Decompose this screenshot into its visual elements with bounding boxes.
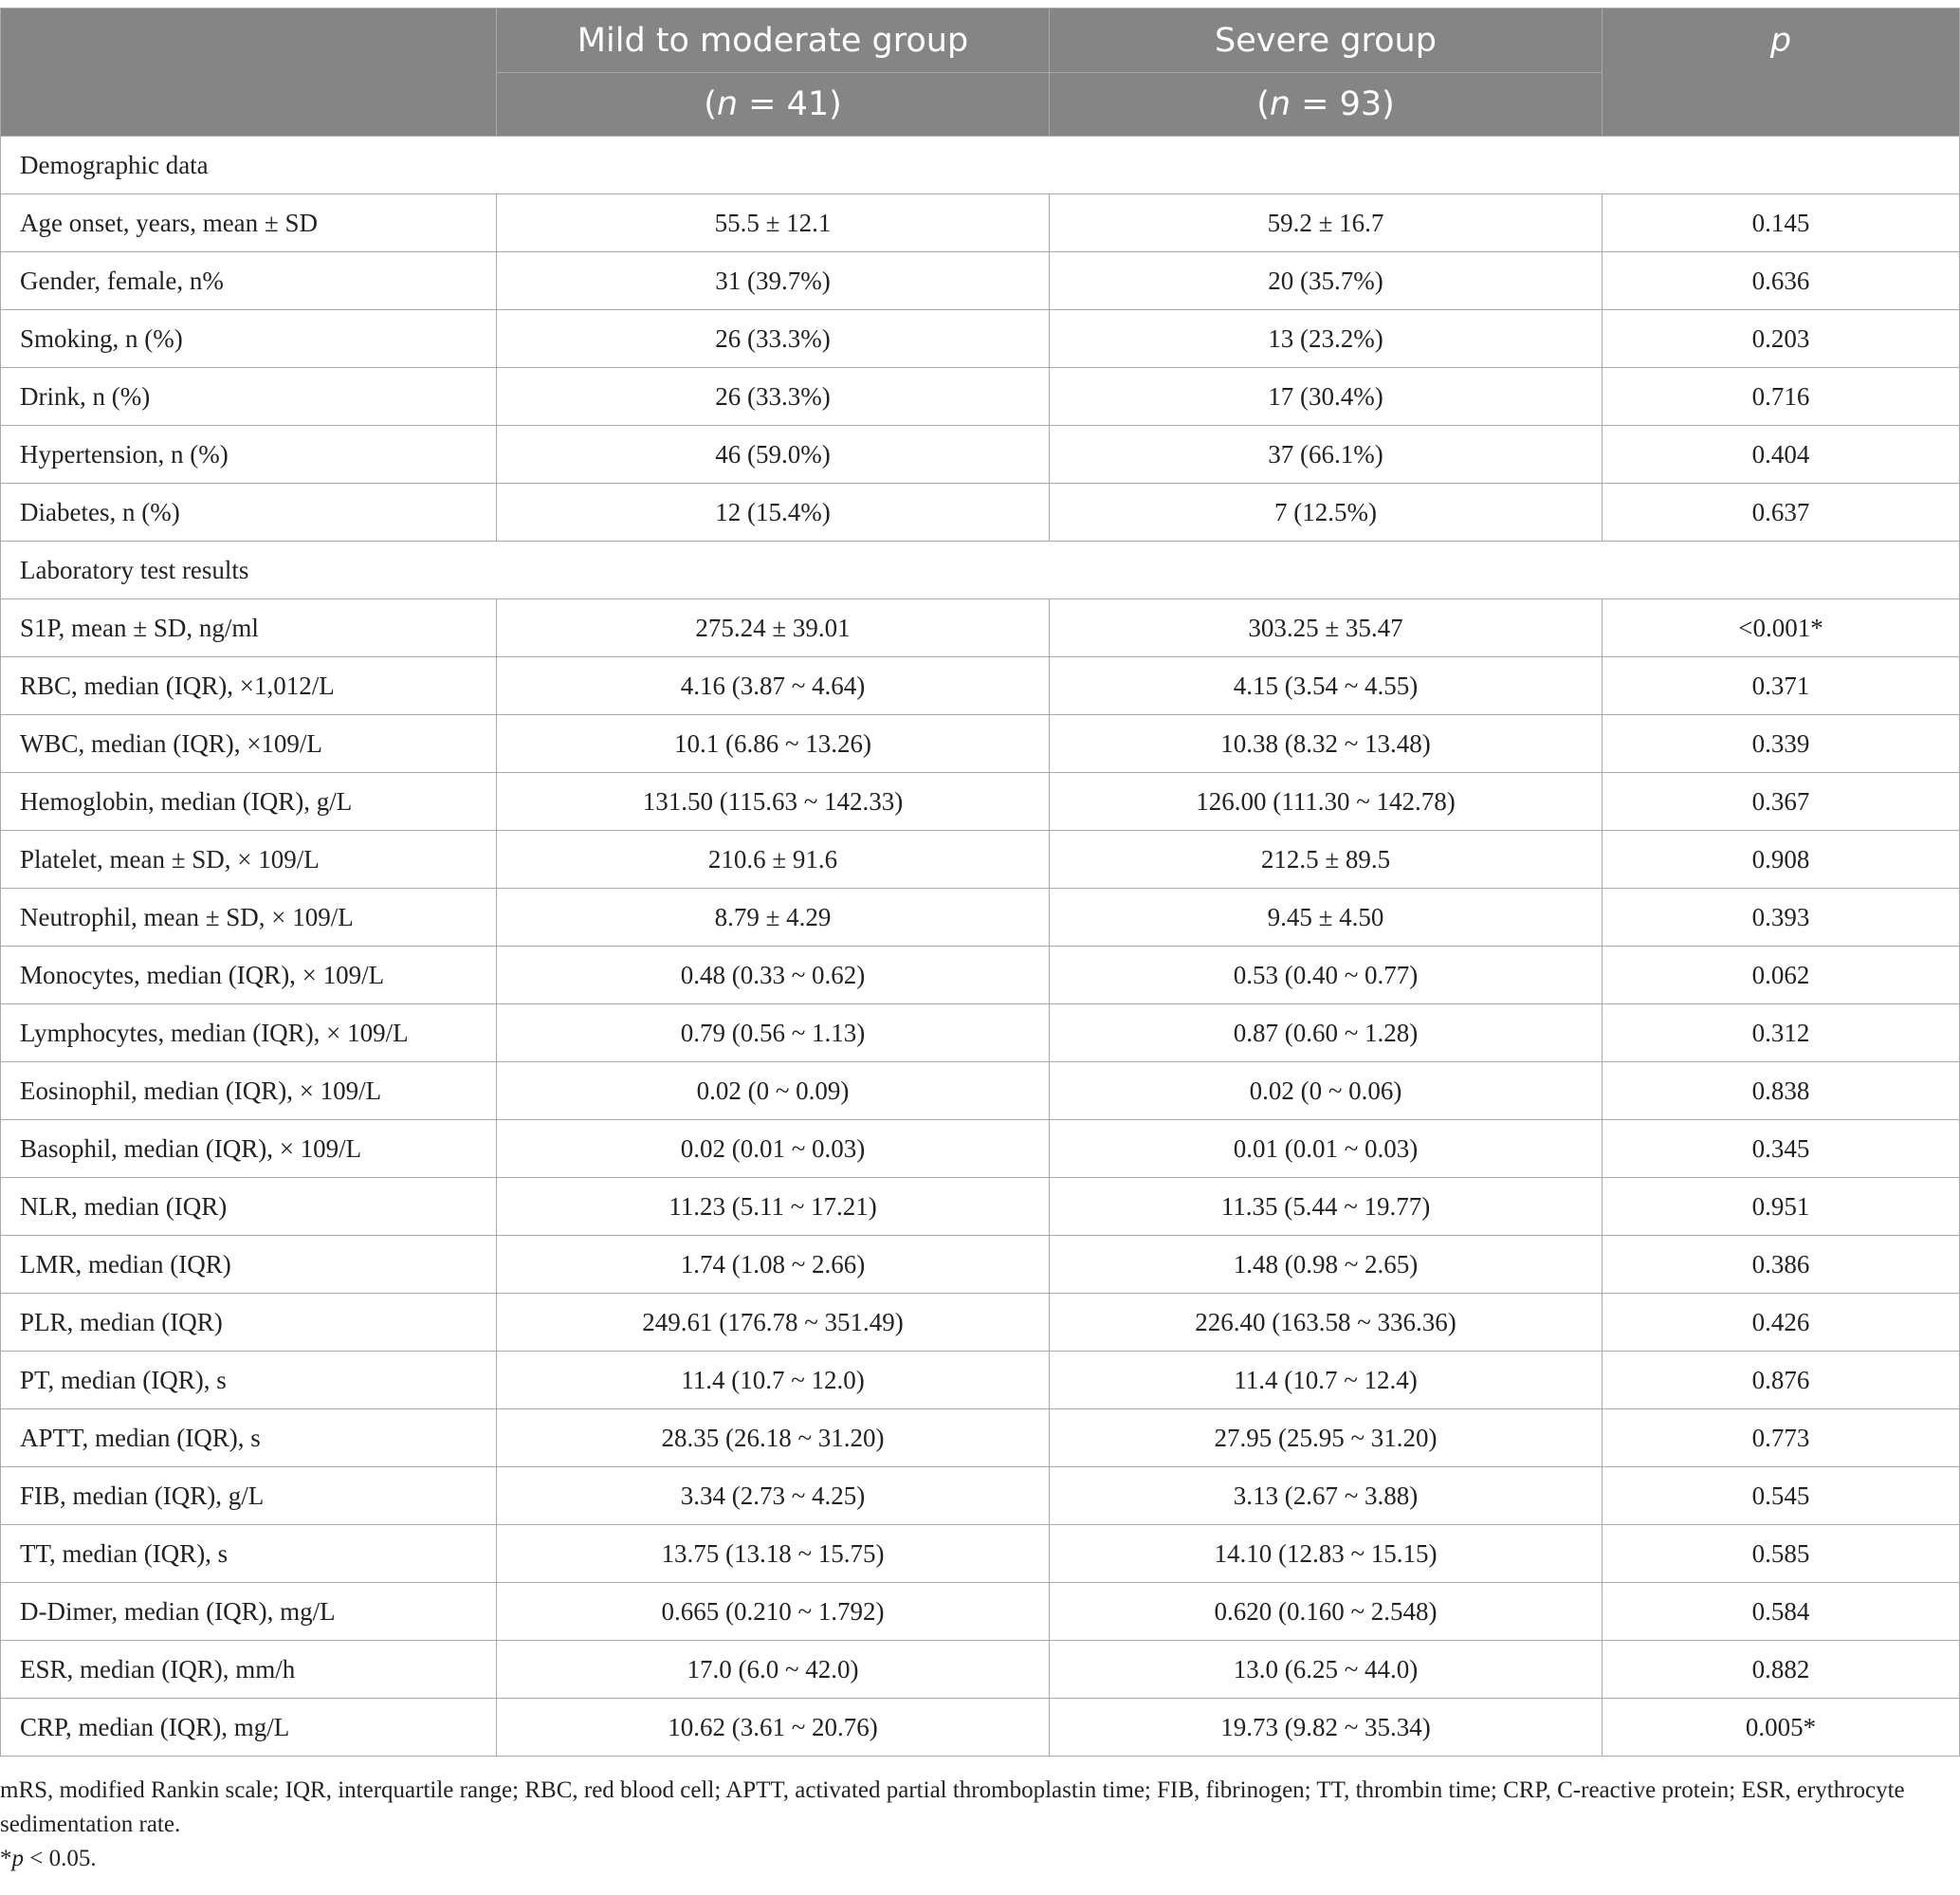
table-row bbox=[1, 773, 1960, 831]
row-label: TT, median (IQR), s bbox=[1, 1525, 497, 1583]
severe-value: 226.40 (163.58 ~ 336.36) bbox=[1050, 1294, 1603, 1352]
table-row bbox=[1, 715, 1960, 773]
mild-value: 0.02 (0.01 ~ 0.03) bbox=[497, 1120, 1050, 1178]
mild-value: 0.79 (0.56 ~ 1.13) bbox=[497, 1004, 1050, 1062]
p-value: <0.001* bbox=[1603, 599, 1960, 657]
severe-value: 0.01 (0.01 ~ 0.03) bbox=[1050, 1120, 1603, 1178]
mild-value: 28.35 (26.18 ~ 31.20) bbox=[497, 1409, 1050, 1467]
table-row bbox=[1, 484, 1960, 542]
severe-value: 0.02 (0 ~ 0.06) bbox=[1050, 1062, 1603, 1120]
table-row bbox=[1, 599, 1960, 657]
table-row bbox=[1, 368, 1960, 426]
p-value: 0.371 bbox=[1603, 657, 1960, 715]
row-label: ESR, median (IQR), mm/h bbox=[1, 1641, 497, 1699]
comparison-table bbox=[0, 8, 1960, 1757]
p-value: 0.404 bbox=[1603, 426, 1960, 484]
p-value: 0.716 bbox=[1603, 368, 1960, 426]
p-value: 0.882 bbox=[1603, 1641, 1960, 1699]
p-value: 0.951 bbox=[1603, 1178, 1960, 1236]
mild-value: 4.16 (3.87 ~ 4.64) bbox=[497, 657, 1050, 715]
table-row bbox=[1, 831, 1960, 889]
mild-value: 11.23 (5.11 ~ 17.21) bbox=[497, 1178, 1050, 1236]
row-label: Neutrophil, mean ± SD, × 109/L bbox=[1, 889, 497, 947]
row-label: D-Dimer, median (IQR), mg/L bbox=[1, 1583, 497, 1641]
p-value: 0.312 bbox=[1603, 1004, 1960, 1062]
mild-value: 26 (33.3%) bbox=[497, 310, 1050, 368]
severe-value: 13 (23.2%) bbox=[1050, 310, 1603, 368]
severe-value: 303.25 ± 35.47 bbox=[1050, 599, 1603, 657]
table-row bbox=[1, 1004, 1960, 1062]
n-severe-prefix: ( bbox=[1256, 85, 1270, 123]
severe-value: 37 (66.1%) bbox=[1050, 426, 1603, 484]
footnote-threshold: < 0.05. bbox=[24, 1846, 97, 1871]
p-value: 0.145 bbox=[1603, 194, 1960, 252]
mild-value: 249.61 (176.78 ~ 351.49) bbox=[497, 1294, 1050, 1352]
p-value: 0.339 bbox=[1603, 715, 1960, 773]
table-row bbox=[1, 1641, 1960, 1699]
mild-value: 0.665 (0.210 ~ 1.792) bbox=[497, 1583, 1050, 1641]
table-header bbox=[1, 9, 1960, 137]
row-label: Eosinophil, median (IQR), × 109/L bbox=[1, 1062, 497, 1120]
table-row bbox=[1, 1236, 1960, 1294]
footnote-abbreviations: mRS, modified Rankin scale; IQR, interquartile range; RBC, red blood cell; APTT, activated partial thromboplastin time; FIB, fibrinogen; TT, thrombin time; CRP, C-reactive protein; ESR, erythrocyte sedimentation rate. bbox=[0, 1777, 1905, 1837]
row-label: Diabetes, n (%) bbox=[1, 484, 497, 542]
severe-value: 0.87 (0.60 ~ 1.28) bbox=[1050, 1004, 1603, 1062]
p-value: 0.838 bbox=[1603, 1062, 1960, 1120]
mild-value: 275.24 ± 39.01 bbox=[497, 599, 1050, 657]
header-p-label: p bbox=[1769, 22, 1792, 60]
table-row bbox=[1, 1062, 1960, 1120]
table-row bbox=[1, 1409, 1960, 1467]
p-value: 0.773 bbox=[1603, 1409, 1960, 1467]
severe-value: 126.00 (111.30 ~ 142.78) bbox=[1050, 773, 1603, 831]
mild-value: 12 (15.4%) bbox=[497, 484, 1050, 542]
p-value: 0.393 bbox=[1603, 889, 1960, 947]
table-row bbox=[1, 194, 1960, 252]
mild-value: 10.1 (6.86 ~ 13.26) bbox=[497, 715, 1050, 773]
severe-value: 27.95 (25.95 ~ 31.20) bbox=[1050, 1409, 1603, 1467]
n-mild-prefix: ( bbox=[704, 85, 717, 123]
mild-value: 46 (59.0%) bbox=[497, 426, 1050, 484]
mild-value: 55.5 ± 12.1 bbox=[497, 194, 1050, 252]
header-blank-cell bbox=[1, 9, 497, 137]
mild-value: 0.02 (0 ~ 0.09) bbox=[497, 1062, 1050, 1120]
table-row bbox=[1, 310, 1960, 368]
row-label: PT, median (IQR), s bbox=[1, 1352, 497, 1409]
mild-value: 0.48 (0.33 ~ 0.62) bbox=[497, 947, 1050, 1004]
row-label: Basophil, median (IQR), × 109/L bbox=[1, 1120, 497, 1178]
row-label: Hypertension, n (%) bbox=[1, 426, 497, 484]
mild-value: 13.75 (13.18 ~ 15.75) bbox=[497, 1525, 1050, 1583]
header-mild-n bbox=[497, 73, 1050, 137]
n-severe-var: n bbox=[1269, 85, 1291, 123]
mild-value: 8.79 ± 4.29 bbox=[497, 889, 1050, 947]
severe-value: 3.13 (2.67 ~ 3.88) bbox=[1050, 1467, 1603, 1525]
table-row bbox=[1, 947, 1960, 1004]
section-title: Laboratory test results bbox=[1, 542, 1960, 599]
p-value: 0.367 bbox=[1603, 773, 1960, 831]
header-severe-n bbox=[1050, 73, 1603, 137]
footnote-star: * bbox=[0, 1846, 12, 1871]
header-p-value bbox=[1603, 9, 1960, 137]
row-label: RBC, median (IQR), ×1,012/L bbox=[1, 657, 497, 715]
severe-value: 17 (30.4%) bbox=[1050, 368, 1603, 426]
mild-value: 26 (33.3%) bbox=[497, 368, 1050, 426]
severe-value: 14.10 (12.83 ~ 15.15) bbox=[1050, 1525, 1603, 1583]
severe-value: 59.2 ± 16.7 bbox=[1050, 194, 1603, 252]
mild-value: 31 (39.7%) bbox=[497, 252, 1050, 310]
severe-value: 0.620 (0.160 ~ 2.548) bbox=[1050, 1583, 1603, 1641]
row-label: Gender, female, n% bbox=[1, 252, 497, 310]
p-value: 0.426 bbox=[1603, 1294, 1960, 1352]
p-value: 0.584 bbox=[1603, 1583, 1960, 1641]
section-title: Demographic data bbox=[1, 137, 1960, 194]
severe-value: 7 (12.5%) bbox=[1050, 484, 1603, 542]
p-value: 0.585 bbox=[1603, 1525, 1960, 1583]
p-value: 0.062 bbox=[1603, 947, 1960, 1004]
p-value: 0.636 bbox=[1603, 252, 1960, 310]
p-value: 0.005* bbox=[1603, 1699, 1960, 1757]
table-footnote bbox=[0, 1774, 1953, 1876]
section-row bbox=[1, 542, 1960, 599]
row-label: Monocytes, median (IQR), × 109/L bbox=[1, 947, 497, 1004]
severe-value: 9.45 ± 4.50 bbox=[1050, 889, 1603, 947]
footnote-significance bbox=[0, 1842, 1953, 1876]
mild-value: 131.50 (115.63 ~ 142.33) bbox=[497, 773, 1050, 831]
severe-value: 4.15 (3.54 ~ 4.55) bbox=[1050, 657, 1603, 715]
row-label: Age onset, years, mean ± SD bbox=[1, 194, 497, 252]
severe-value: 11.4 (10.7 ~ 12.4) bbox=[1050, 1352, 1603, 1409]
table-row bbox=[1, 1699, 1960, 1757]
n-mild-suffix: = 41) bbox=[738, 85, 842, 123]
mild-value: 17.0 (6.0 ~ 42.0) bbox=[497, 1641, 1050, 1699]
p-value: 0.386 bbox=[1603, 1236, 1960, 1294]
results-table-container bbox=[0, 8, 1959, 1757]
table-row bbox=[1, 1352, 1960, 1409]
section-row bbox=[1, 137, 1960, 194]
row-label: Drink, n (%) bbox=[1, 368, 497, 426]
row-label: LMR, median (IQR) bbox=[1, 1236, 497, 1294]
table-row bbox=[1, 1583, 1960, 1641]
p-value: 0.545 bbox=[1603, 1467, 1960, 1525]
mild-value: 11.4 (10.7 ~ 12.0) bbox=[497, 1352, 1050, 1409]
severe-value: 11.35 (5.44 ~ 19.77) bbox=[1050, 1178, 1603, 1236]
table-row bbox=[1, 657, 1960, 715]
severe-value: 13.0 (6.25 ~ 44.0) bbox=[1050, 1641, 1603, 1699]
p-value: 0.908 bbox=[1603, 831, 1960, 889]
header-severe-group: Severe group bbox=[1050, 9, 1603, 73]
table-row bbox=[1, 889, 1960, 947]
mild-value: 3.34 (2.73 ~ 4.25) bbox=[497, 1467, 1050, 1525]
severe-value: 20 (35.7%) bbox=[1050, 252, 1603, 310]
row-label: CRP, median (IQR), mg/L bbox=[1, 1699, 497, 1757]
n-mild-var: n bbox=[716, 85, 739, 123]
row-label: S1P, mean ± SD, ng/ml bbox=[1, 599, 497, 657]
table-row bbox=[1, 426, 1960, 484]
table-row bbox=[1, 1178, 1960, 1236]
row-label: APTT, median (IQR), s bbox=[1, 1409, 497, 1467]
row-label: PLR, median (IQR) bbox=[1, 1294, 497, 1352]
p-value: 0.876 bbox=[1603, 1352, 1960, 1409]
severe-value: 19.73 (9.82 ~ 35.34) bbox=[1050, 1699, 1603, 1757]
mild-value: 210.6 ± 91.6 bbox=[497, 831, 1050, 889]
table-row bbox=[1, 1467, 1960, 1525]
severe-value: 1.48 (0.98 ~ 2.65) bbox=[1050, 1236, 1603, 1294]
table-row bbox=[1, 1294, 1960, 1352]
row-label: Hemoglobin, median (IQR), g/L bbox=[1, 773, 497, 831]
footnote-p-var: p bbox=[11, 1846, 24, 1871]
row-label: FIB, median (IQR), g/L bbox=[1, 1467, 497, 1525]
table-body bbox=[1, 137, 1960, 1757]
row-label: Lymphocytes, median (IQR), × 109/L bbox=[1, 1004, 497, 1062]
row-label: WBC, median (IQR), ×109/L bbox=[1, 715, 497, 773]
p-value: 0.203 bbox=[1603, 310, 1960, 368]
mild-value: 1.74 (1.08 ~ 2.66) bbox=[497, 1236, 1050, 1294]
p-value: 0.637 bbox=[1603, 484, 1960, 542]
n-severe-suffix: = 93) bbox=[1291, 85, 1395, 123]
row-label: NLR, median (IQR) bbox=[1, 1178, 497, 1236]
p-value: 0.345 bbox=[1603, 1120, 1960, 1178]
severe-value: 212.5 ± 89.5 bbox=[1050, 831, 1603, 889]
row-label: Smoking, n (%) bbox=[1, 310, 497, 368]
severe-value: 0.53 (0.40 ~ 0.77) bbox=[1050, 947, 1603, 1004]
table-row bbox=[1, 1525, 1960, 1583]
row-label: Platelet, mean ± SD, × 109/L bbox=[1, 831, 497, 889]
severe-value: 10.38 (8.32 ~ 13.48) bbox=[1050, 715, 1603, 773]
mild-value: 10.62 (3.61 ~ 20.76) bbox=[497, 1699, 1050, 1757]
table-row bbox=[1, 252, 1960, 310]
table-row bbox=[1, 1120, 1960, 1178]
header-mild-group: Mild to moderate group bbox=[497, 9, 1050, 73]
